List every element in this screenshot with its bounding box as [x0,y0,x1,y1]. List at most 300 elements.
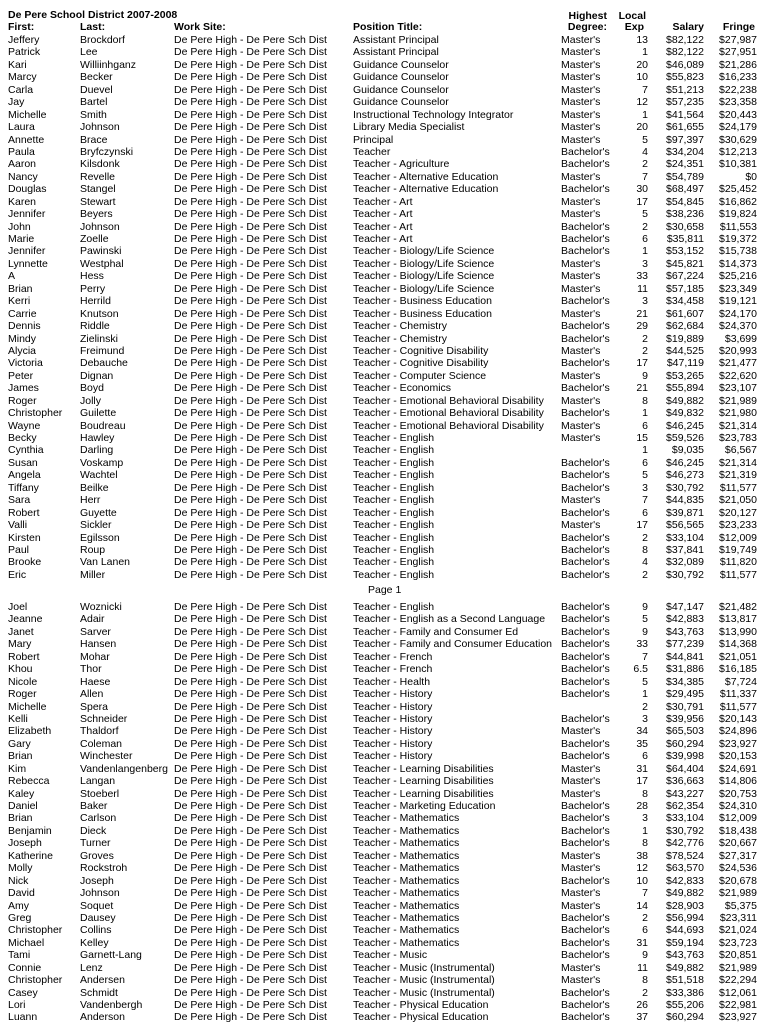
cell-salary: $32,089 [666,556,704,569]
cell-fringe: $6,567 [724,444,757,457]
cell-work-site: De Pere High - De Pere Sch Dist [174,936,327,949]
cell-first-name: Gary [8,737,31,750]
cell-salary: $33,104 [666,812,704,825]
cell-position-title: Teacher - Biology/Life Science [353,270,495,283]
cell-position-title: Teacher - Mathematics [353,862,460,875]
cell-last-name: Winchester [80,750,133,763]
cell-experience: 1 [642,245,648,258]
cell-salary: $33,104 [666,531,704,544]
cell-first-name: Michelle [8,108,47,121]
cell-degree: Bachelor's [561,357,610,370]
cell-salary: $51,213 [666,83,704,96]
cell-position-title: Teacher - Art [353,208,413,221]
cell-salary: $47,147 [666,601,704,613]
cell-degree: Master's [561,849,601,862]
cell-last-name: Becker [80,71,113,84]
cell-degree: Bachelor's [561,382,610,395]
cell-first-name: Katherine [8,849,53,862]
cell-first-name: Jeanne [8,613,43,626]
cell-position-title: Teacher - Biology/Life Science [353,257,495,270]
cell-work-site: De Pere High - De Pere Sch Dist [174,369,327,382]
table-row [0,544,768,556]
cell-first-name: Christopher [8,407,63,420]
cell-last-name: Guilette [80,407,117,420]
cell-fringe: $10,381 [719,158,757,171]
cell-degree: Master's [561,170,601,183]
cell-position-title: Teacher - French [353,650,433,663]
cell-last-name: Coleman [80,737,123,750]
cell-salary: $46,245 [666,456,704,469]
cell-last-name: Spera [80,700,109,713]
cell-experience: 1 [642,824,648,837]
cell-degree: Bachelor's [561,233,610,245]
cell-salary: $54,845 [666,195,704,208]
cell-salary: $44,841 [666,650,704,663]
table-row [0,875,768,887]
cell-salary: $63,570 [666,862,704,875]
cell-work-site: De Pere High - De Pere Sch Dist [174,712,327,725]
cell-degree: Bachelor's [561,800,610,812]
cell-last-name: Beilke [80,481,109,494]
cell-position-title: Teacher - English [353,469,435,482]
cell-last-name: Van Lanen [80,556,131,569]
cell-first-name: Michelle [8,700,47,713]
cell-position-title: Teacher - English [353,519,435,532]
cell-last-name: Riddle [80,320,110,333]
cell-position-title: Teacher - Emotional Behavioral Disability [353,394,544,407]
cell-first-name: Susan [8,456,38,469]
cell-salary: $30,792 [666,568,704,581]
cell-work-site: De Pere High - De Pere Sch Dist [174,407,327,420]
cell-first-name: James [8,382,39,395]
cell-fringe: $16,233 [719,71,757,84]
cell-first-name: Jennifer [8,208,46,221]
cell-work-site: De Pere High - De Pere Sch Dist [174,121,327,134]
cell-first-name: A [8,270,16,283]
header-position: Position Title: [353,21,423,33]
table-row [0,613,768,625]
cell-experience: 2 [642,220,648,233]
cell-work-site: De Pere High - De Pere Sch Dist [174,394,327,407]
cell-fringe: $18,438 [719,824,757,837]
cell-work-site: De Pere High - De Pere Sch Dist [174,837,327,850]
cell-degree: Master's [561,108,601,121]
page-number: Page 1 [368,584,402,596]
cell-degree: Master's [561,344,601,357]
cell-degree: Bachelor's [561,1011,610,1024]
cell-position-title: Guidance Counselor [353,83,449,96]
cell-work-site: De Pere High - De Pere Sch Dist [174,170,327,183]
cell-salary: $60,294 [666,1011,704,1024]
cell-degree: Master's [561,961,601,974]
cell-last-name: Beyers [80,208,113,221]
cell-work-site: De Pere High - De Pere Sch Dist [174,812,327,825]
cell-salary: $49,882 [666,961,704,974]
cell-work-site: De Pere High - De Pere Sch Dist [174,481,327,494]
cell-degree: Master's [561,34,601,46]
cell-degree: Bachelor's [561,145,610,158]
cell-degree: Bachelor's [561,531,610,544]
cell-last-name: Smith [80,108,107,121]
cell-experience: 3 [642,712,648,725]
cell-degree: Bachelor's [561,320,610,333]
cell-fringe: $16,862 [719,195,757,208]
cell-work-site: De Pere High - De Pere Sch Dist [174,650,327,663]
cell-fringe: $22,294 [719,974,757,987]
cell-degree: Bachelor's [561,737,610,750]
table-row [0,763,768,775]
cell-position-title: Teacher - Family and Consumer Education [353,638,553,651]
cell-first-name: Rebecca [8,775,50,788]
cell-first-name: Marcy [8,71,37,84]
cell-position-title: Teacher - History [353,725,433,738]
cell-experience: 21 [636,382,648,395]
cell-position-title: Teacher - English [353,543,435,556]
cell-work-site: De Pere High - De Pere Sch Dist [174,949,327,962]
cell-last-name: Westphal [80,257,124,270]
cell-work-site: De Pere High - De Pere Sch Dist [174,133,327,146]
cell-work-site: De Pere High - De Pere Sch Dist [174,961,327,974]
cell-last-name: Sickler [80,519,112,532]
cell-experience: 6 [642,233,648,245]
cell-position-title: Teacher - Learning Disabilities [353,762,494,775]
table-row [0,713,768,725]
cell-fringe: $23,358 [719,96,757,109]
cell-position-title: Teacher - Physical Education [353,999,489,1011]
cell-first-name: Dennis [8,320,41,333]
cell-degree: Bachelor's [561,874,610,887]
cell-position-title: Teacher - English [353,494,435,507]
cell-position-title: Teacher - English as a Second Language [353,613,546,626]
cell-salary: $44,835 [666,494,704,507]
table-row [0,837,768,849]
cell-salary: $46,089 [666,58,704,71]
cell-last-name: Guyette [80,506,117,519]
cell-first-name: Mindy [8,332,37,345]
cell-fringe: $0 [745,170,757,183]
cell-fringe: $25,452 [719,183,757,196]
cell-experience: 7 [642,650,648,663]
cell-degree: Master's [561,282,601,295]
table-row [0,738,768,750]
cell-salary: $77,239 [666,638,704,651]
cell-experience: 8 [642,787,648,800]
cell-position-title: Teacher - Music [353,949,428,962]
cell-experience: 1 [642,407,648,420]
header-degree: Degree: [567,21,607,33]
cell-last-name: Carlson [80,812,117,825]
cell-experience: 10 [636,874,648,887]
cell-position-title: Teacher - Mathematics [353,924,460,937]
cell-last-name: Hawley [80,432,115,444]
cell-salary: $28,903 [666,899,704,912]
cell-salary: $39,871 [666,506,704,519]
cell-work-site: De Pere High - De Pere Sch Dist [174,208,327,221]
table-row [0,121,768,133]
table-row [0,407,768,419]
cell-first-name: Kerri [8,295,31,308]
cell-last-name: Andersen [80,974,125,987]
cell-fringe: $21,989 [719,961,757,974]
cell-experience: 30 [636,183,648,196]
cell-salary: $78,524 [666,849,704,862]
cell-salary: $49,882 [666,887,704,900]
cell-last-name: Zoelle [80,233,109,245]
cell-work-site: De Pere High - De Pere Sch Dist [174,601,327,613]
cell-experience: 2 [642,568,648,581]
cell-work-site: De Pere High - De Pere Sch Dist [174,382,327,395]
cell-position-title: Teacher - Alternative Education [353,170,499,183]
cell-first-name: Christopher [8,974,63,987]
cell-salary: $42,776 [666,837,704,850]
cell-degree: Bachelor's [561,543,610,556]
cell-degree: Master's [561,208,601,221]
cell-first-name: Patrick [8,46,41,59]
cell-last-name: Mohar [80,650,110,663]
cell-fringe: $21,286 [719,58,757,71]
cell-experience: 3 [642,295,648,308]
cell-work-site: De Pere High - De Pere Sch Dist [174,320,327,333]
cell-degree: Master's [561,270,601,283]
cell-last-name: Turner [80,837,111,850]
cell-work-site: De Pere High - De Pere Sch Dist [174,531,327,544]
cell-degree: Bachelor's [561,949,610,962]
cell-experience: 7 [642,83,648,96]
cell-salary: $34,385 [666,675,704,688]
cell-fringe: $3,699 [724,332,757,345]
cell-first-name: Kaley [8,787,35,800]
cell-first-name: Douglas [8,183,47,196]
cell-fringe: $5,375 [724,899,757,912]
table-row [0,370,768,382]
table-row [0,900,768,912]
cell-degree: Bachelor's [561,812,610,825]
cell-fringe: $21,980 [719,407,757,420]
cell-experience: 8 [642,837,648,850]
cell-first-name: Jeffery [8,34,40,46]
cell-position-title: Teacher - English [353,481,435,494]
cell-last-name: Johnson [80,887,120,900]
cell-fringe: $14,368 [719,638,757,651]
cell-work-site: De Pere High - De Pere Sch Dist [174,762,327,775]
cell-degree: Master's [561,46,601,59]
cell-work-site: De Pere High - De Pere Sch Dist [174,295,327,308]
cell-degree: Bachelor's [561,469,610,482]
cell-salary: $67,224 [666,270,704,283]
cell-fringe: $24,179 [719,121,757,134]
cell-experience: 2 [642,700,648,713]
table-row [0,651,768,663]
cell-fringe: $19,121 [719,295,757,308]
cell-experience: 3 [642,257,648,270]
cell-work-site: De Pere High - De Pere Sch Dist [174,800,327,812]
cell-first-name: Robert [8,506,40,519]
cell-fringe: $25,216 [719,270,757,283]
cell-degree: Bachelor's [561,601,610,613]
cell-salary: $61,655 [666,121,704,134]
cell-salary: $56,994 [666,911,704,924]
table-row [0,850,768,862]
cell-last-name: Baker [80,800,108,812]
cell-fringe: $22,620 [719,369,757,382]
cell-work-site: De Pere High - De Pere Sch Dist [174,568,327,581]
cell-degree: Master's [561,83,601,96]
table-row [0,46,768,58]
cell-fringe: $12,009 [719,812,757,825]
cell-work-site: De Pere High - De Pere Sch Dist [174,663,327,676]
cell-experience: 7 [642,494,648,507]
cell-fringe: $23,107 [719,382,757,395]
cell-work-site: De Pere High - De Pere Sch Dist [174,999,327,1011]
cell-first-name: Tiffany [8,481,39,494]
cell-first-name: Greg [8,911,32,924]
cell-position-title: Teacher - Computer Science [353,369,487,382]
cell-salary: $34,458 [666,295,704,308]
cell-fringe: $23,783 [719,432,757,444]
cell-fringe: $13,990 [719,625,757,638]
cell-work-site: De Pere High - De Pere Sch Dist [174,233,327,245]
cell-experience: 10 [636,71,648,84]
cell-work-site: De Pere High - De Pere Sch Dist [174,34,327,46]
cell-position-title: Teacher - Economics [353,382,452,395]
cell-experience: 6 [642,506,648,519]
cell-work-site: De Pere High - De Pere Sch Dist [174,613,327,626]
cell-fringe: $24,170 [719,307,757,320]
cell-salary: $49,832 [666,407,704,420]
cell-salary: $41,564 [666,108,704,121]
table-row [0,676,768,688]
cell-first-name: Nancy [8,170,38,183]
cell-fringe: $19,749 [719,543,757,556]
table-row [0,556,768,568]
table-row [0,208,768,220]
table-row [0,333,768,345]
cell-last-name: Jolly [80,394,102,407]
cell-position-title: Teacher - Mathematics [353,887,460,900]
cell-last-name: Hansen [80,638,117,651]
cell-position-title: Teacher - Art [353,195,413,208]
cell-degree: Master's [561,494,601,507]
cell-salary: $44,525 [666,344,704,357]
cell-last-name: Schneider [80,712,128,725]
cell-fringe: $15,738 [719,245,757,258]
cell-last-name: Stoeberl [80,787,120,800]
cell-work-site: De Pere High - De Pere Sch Dist [174,332,327,345]
cell-experience: 37 [636,1011,648,1024]
table-page-2 [0,601,768,1024]
cell-salary: $36,663 [666,775,704,788]
cell-work-site: De Pere High - De Pere Sch Dist [174,625,327,638]
cell-position-title: Guidance Counselor [353,58,449,71]
cell-salary: $38,236 [666,208,704,221]
cell-last-name: Roup [80,543,106,556]
cell-position-title: Teacher - Business Education [353,295,492,308]
cell-first-name: Annette [8,133,45,146]
cell-first-name: Aaron [8,158,37,171]
cell-degree: Bachelor's [561,638,610,651]
cell-degree: Bachelor's [561,183,610,196]
cell-degree: Bachelor's [561,750,610,763]
cell-work-site: De Pere High - De Pere Sch Dist [174,307,327,320]
cell-fringe: $20,127 [719,506,757,519]
cell-salary: $57,185 [666,282,704,295]
cell-salary: $64,404 [666,762,704,775]
cell-last-name: Egilsson [80,531,120,544]
cell-experience: 9 [642,625,648,638]
cell-work-site: De Pere High - De Pere Sch Dist [174,257,327,270]
cell-last-name: Stangel [80,183,116,196]
cell-salary: $45,821 [666,257,704,270]
cell-salary: $43,763 [666,625,704,638]
cell-position-title: Teacher - English [353,531,435,544]
cell-work-site: De Pere High - De Pere Sch Dist [174,787,327,800]
cell-position-title: Teacher - Mathematics [353,936,460,949]
cell-fringe: $19,824 [719,208,757,221]
cell-salary: $33,386 [666,986,704,999]
cell-fringe: $11,577 [719,568,757,581]
cell-position-title: Teacher - Biology/Life Science [353,245,495,258]
cell-fringe: $23,927 [719,1011,757,1024]
cell-degree: Master's [561,887,601,900]
cell-work-site: De Pere High - De Pere Sch Dist [174,874,327,887]
cell-first-name: Victoria [8,357,43,370]
cell-work-site: De Pere High - De Pere Sch Dist [174,96,327,109]
table-row [0,626,768,638]
table-row [0,283,768,295]
header-fringe: Fringe [722,21,755,33]
cell-salary: $44,693 [666,924,704,937]
cell-last-name: Lenz [80,961,103,974]
cell-salary: $46,245 [666,419,704,432]
cell-work-site: De Pere High - De Pere Sch Dist [174,543,327,556]
cell-last-name: Dignan [80,369,114,382]
table-row [0,146,768,158]
cell-fringe: $21,051 [719,650,757,663]
cell-fringe: $20,678 [719,874,757,887]
cell-salary: $42,883 [666,613,704,626]
cell-position-title: Teacher - Agriculture [353,158,450,171]
cell-position-title: Teacher - Chemistry [353,332,447,345]
cell-work-site: De Pere High - De Pere Sch Dist [174,357,327,370]
cell-experience: 31 [636,762,648,775]
table-row [0,395,768,407]
cell-work-site: De Pere High - De Pere Sch Dist [174,911,327,924]
cell-fringe: $20,851 [719,949,757,962]
cell-first-name: Benjamin [8,824,52,837]
cell-fringe: $23,233 [719,519,757,532]
cell-first-name: Brian [8,812,33,825]
cell-position-title: Teacher - Mathematics [353,837,460,850]
cell-experience: 34 [636,725,648,738]
table-row [0,295,768,307]
cell-first-name: Lynnette [8,257,48,270]
cell-first-name: Brooke [8,556,42,569]
cell-work-site: De Pere High - De Pere Sch Dist [174,775,327,788]
table-row [0,171,768,183]
cell-work-site: De Pere High - De Pere Sch Dist [174,58,327,71]
cell-experience: 38 [636,849,648,862]
cell-fringe: $12,009 [719,531,757,544]
cell-position-title: Teacher - Mathematics [353,911,460,924]
cell-first-name: Brian [8,282,33,295]
cell-position-title: Teacher - English [353,444,435,457]
cell-work-site: De Pere High - De Pere Sch Dist [174,924,327,937]
table-row [0,750,768,762]
cell-experience: 9 [642,601,648,613]
cell-degree: Master's [561,725,601,738]
cell-position-title: Teacher - Cognitive Disability [353,357,489,370]
cell-experience: 8 [642,394,648,407]
